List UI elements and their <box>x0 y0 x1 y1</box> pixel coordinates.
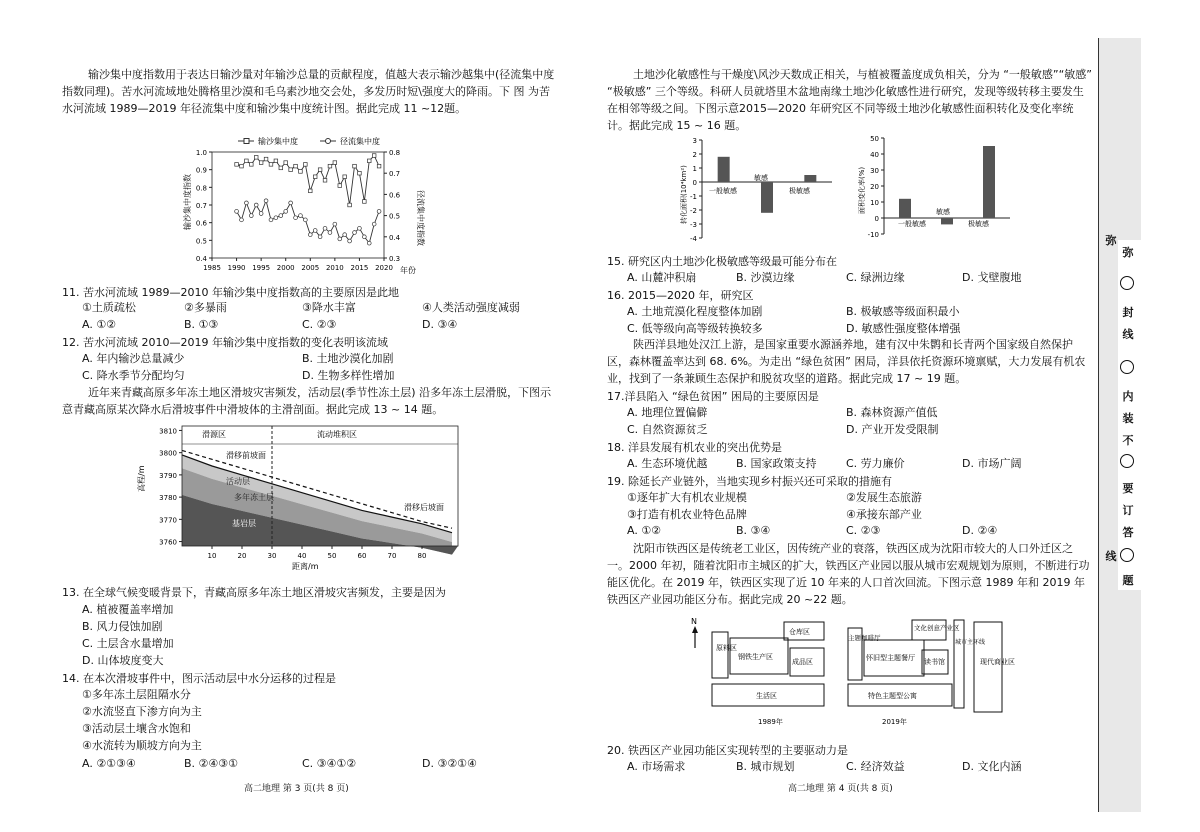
y-tick-label: -1 <box>690 193 697 201</box>
y-tick-label: 3 <box>692 137 697 145</box>
q13-option-d[interactable]: D. 山体坡度变大 <box>82 654 164 667</box>
y-tick-label: 3800 <box>159 449 177 458</box>
chart1-ylabel-right: 径流集中度指数 <box>416 190 425 246</box>
bar-0 <box>899 199 911 218</box>
sediment-point <box>274 159 278 163</box>
q14-item-2: ②水流竖直下渗方向为主 <box>82 705 202 718</box>
intro-13-14: 近年来青藏高原多年冻土地区滑坡灾害频发，活动层(季节性冻土层) 沿多年冻土层滑脱，下图示意青藏高原某次降水后滑坡事件中滑坡体的主滑剖面。据此完成 13 ~ 14 题。 <box>62 386 552 416</box>
chart1-xunit: 年份 <box>400 266 416 275</box>
q14-item-3: ③活动层土壤含水饱和 <box>82 722 191 735</box>
sediment-point <box>363 200 367 204</box>
map-year-1989: 1989年 <box>758 718 783 726</box>
sediment-point <box>343 175 347 179</box>
x-tick-label: 80 <box>417 552 427 560</box>
y-tick-label: 0 <box>874 215 879 223</box>
bar-0 <box>718 157 730 182</box>
q15-option-d[interactable]: D. 戈壁腹地 <box>962 271 1022 284</box>
q18-option-c[interactable]: C. 劳力廉价 <box>846 457 905 470</box>
y-tick-label: 0.7 <box>195 202 207 210</box>
y-tick-label: 1.0 <box>195 149 207 157</box>
x-tick-label: 1990 <box>227 264 246 272</box>
y-tick-label: 50 <box>870 135 879 143</box>
series-line-0 <box>237 156 380 205</box>
sediment-point <box>377 164 381 168</box>
x-tick-label: 2000 <box>276 264 295 272</box>
chart1-frame <box>212 152 384 258</box>
q12-option-d[interactable]: D. 生物多样性增加 <box>302 369 395 382</box>
runoff-point <box>313 229 317 233</box>
y-tick-label: 2 <box>692 151 697 159</box>
y-tick-label: -4 <box>690 235 697 243</box>
x-tick-label: 20 <box>237 552 247 560</box>
map-steel: 钢铁生产区 <box>738 653 773 661</box>
x-tick-label: 2005 <box>301 264 320 272</box>
seal-char-3: 线 <box>1122 328 1134 341</box>
q16-stem: 16. 2015—2020 年，研究区 <box>607 289 754 302</box>
map-apartments: 特色主题型公寓 <box>868 692 917 700</box>
footer-right: 高二地理 第 4 页(共 8 页) <box>788 784 893 794</box>
map-cafe: 主题咖啡厅 <box>848 634 881 642</box>
q19-item-4: ④承接东部产业 <box>846 508 922 521</box>
runoff-point <box>333 222 337 226</box>
y-tick-label: 3790 <box>159 471 177 480</box>
q11-option-c[interactable]: C. ②③ <box>302 318 337 331</box>
q13-option-a[interactable]: A. 植被覆盖率增加 <box>82 603 174 616</box>
seal-circle-icon <box>1120 454 1134 468</box>
concentration-line-chart <box>178 130 428 280</box>
q17-option-b[interactable]: B. 森林资源产值低 <box>846 406 938 419</box>
chart4-cat1: 一般敏感 <box>898 220 926 228</box>
runoff-point <box>328 231 332 235</box>
q14-option-a[interactable]: A. ②①③④ <box>82 757 136 770</box>
sediment-point <box>264 157 268 161</box>
runoff-point <box>362 235 366 239</box>
q11-option-a[interactable]: A. ①② <box>82 318 117 331</box>
area-change-rate-bar-chart <box>854 132 1014 244</box>
runoff-point <box>372 222 376 226</box>
intro-15-16: 土地沙化敏感性与干燥度\风沙天数成正相关，与植被覆盖度成负相关，分为 “一般敏感”“敏感” “极敏感” 三个等级。科研人员就塔里木盆地南缘土地沙化敏感性进行研究，发现等级转移主要发生在相邻等级之间。下图示意2015—2020 年研究区不同等级土地沙化敏感性面积转化及变化率统计。据此完成 15 ~ 16 题。 <box>607 68 1092 132</box>
q16-option-b[interactable]: B. 极敏感等级面积最小 <box>846 305 960 318</box>
bar-2 <box>804 175 816 182</box>
q12-option-c[interactable]: C. 降水季节分配均匀 <box>82 369 185 382</box>
x-tick-label: 2010 <box>325 264 344 272</box>
sediment-point <box>333 161 337 165</box>
y-tick-label: 20 <box>870 183 879 191</box>
sediment-point <box>259 161 263 165</box>
intro-17-19: 陕西洋县地处汉江上游，是国家重要水源涵养地，建有汉中朱鹮和长青两个国家级自然保护区，森林覆盖率达到 68. 6%。为走出 “绿色贫困” 困局，洋县依托资源环境禀赋，大力发展有机农业，找到了一条兼顾生态保护和脱贫攻坚的道路。据此完成 17 ~ 19 题。 <box>607 338 1086 385</box>
map-year-2019: 2019年 <box>882 718 907 726</box>
q14-stem: 14. 在本次滑坡事件中，图示活动层中水分运移的过程是 <box>62 672 336 685</box>
label-before: 滑移前坡面 <box>226 451 266 460</box>
runoff-point <box>323 226 327 230</box>
q12-option-a[interactable]: A. 年内输沙总量减少 <box>82 352 185 365</box>
series-line-1 <box>237 201 380 243</box>
map-raw-material: 原料区 <box>716 644 737 652</box>
q16-option-c[interactable]: C. 低等级向高等级转换较多 <box>627 322 763 335</box>
q18-option-a[interactable]: A. 生态环境优越 <box>627 457 708 470</box>
q15-option-b[interactable]: B. 沙漠边缘 <box>736 271 795 284</box>
y-tick-label: 1 <box>692 165 697 173</box>
runoff-point <box>338 237 342 241</box>
sediment-point <box>367 159 371 163</box>
x-tick-label: 1985 <box>203 264 221 272</box>
q18-stem: 18. 洋县发展有机农业的突出优势是 <box>607 441 782 454</box>
y2-tick-label: 0.5 <box>389 212 401 221</box>
sediment-point <box>308 189 312 193</box>
bar-1 <box>941 218 953 224</box>
sediment-point <box>250 163 254 167</box>
north-arrow-label: N <box>691 617 697 626</box>
x-tick-label: 2020 <box>375 264 393 272</box>
q16-option-d[interactable]: D. 敏感性强度整体增强 <box>846 322 961 335</box>
runoff-point <box>279 214 283 218</box>
runoff-point <box>308 233 312 237</box>
y2-tick-label: 0.6 <box>389 191 401 200</box>
sediment-point <box>235 163 239 167</box>
q19-option-d[interactable]: D. ②④ <box>962 524 998 537</box>
q13-stem: 13. 在全球气候变暖背景下，青藏高原多年冻土地区滑坡灾害频发，主要是因为 <box>62 586 446 599</box>
seal-char-12: 线 <box>1105 550 1117 563</box>
y-tick-label: 3810 <box>159 427 177 436</box>
q20-option-a[interactable]: A. 市场需求 <box>627 760 686 773</box>
label-permafrost: 多年冻土层 <box>234 493 274 502</box>
q15-option-c[interactable]: C. 绿洲边缘 <box>846 271 905 284</box>
y-tick-label: 30 <box>870 167 879 175</box>
q18-option-b[interactable]: B. 国家政策支持 <box>736 457 817 470</box>
q16-option-a[interactable]: A. 土地荒漠化程度整体加剧 <box>627 305 763 318</box>
legend-sediment: 输沙集中度 <box>258 137 298 146</box>
runoff-point <box>358 226 362 230</box>
q19-item-1: ①逐年扩大有机农业规模 <box>627 491 747 504</box>
runoff-point <box>254 203 258 207</box>
sediment-point <box>279 166 283 170</box>
y-tick-label: 0.8 <box>195 184 207 193</box>
sediment-point <box>328 164 332 168</box>
sediment-point <box>269 163 273 167</box>
y2-tick-label: 0.7 <box>389 170 401 179</box>
seal-circle-icon <box>1120 276 1134 290</box>
q19-option-a[interactable]: A. ①② <box>627 524 662 537</box>
y-tick-label: -2 <box>690 207 697 215</box>
chart3-cat3: 极敏感 <box>789 187 810 195</box>
q19-item-2: ②发展生态旅游 <box>846 491 922 504</box>
map-restaurant: 怀旧型主题餐厅 <box>866 654 915 662</box>
q20-option-b[interactable]: B. 城市规划 <box>736 760 795 773</box>
q11-item-2: ②多暴雨 <box>184 301 227 314</box>
x-tick-label: 70 <box>387 552 397 560</box>
q18-option-d[interactable]: D. 市场广阔 <box>962 457 1022 470</box>
seal-char-1: 弥 <box>1122 246 1134 259</box>
y2-tick-label: 0.3 <box>389 255 401 263</box>
runoff-point <box>274 216 278 220</box>
transfer-area-bar-chart <box>676 136 836 246</box>
map-commercial: 现代商业区 <box>980 658 1015 666</box>
q19-item-3: ③打造有机农业特色品牌 <box>627 508 747 521</box>
q14-item-1: ①多年冻土层阻隔水分 <box>82 688 191 701</box>
label-active-layer: 活动层 <box>226 477 250 486</box>
y-tick-label: 3760 <box>159 538 177 547</box>
chart4-cat3: 极敏感 <box>968 220 989 228</box>
q20-stem: 20. 铁西区产业园功能区实现转型的主要驱动力是 <box>607 744 848 757</box>
runoff-point <box>294 216 298 220</box>
q11-option-d[interactable]: D. ③④ <box>422 318 458 331</box>
sediment-point <box>254 156 258 160</box>
sediment-point <box>289 168 293 172</box>
q20-option-c[interactable]: C. 经济效益 <box>846 760 905 773</box>
intro-11-12: 输沙集中度指数用于表达日输沙量对年输沙总量的贡献程度，值越大表示输沙越集中(径流集中度指数同理)。苦水河流域地处腾格里沙漠和毛乌素沙地交会处，多发历时短\强度大的降雨。下 图 为苦水河流域 1989—2019 年径流集中度和输沙集中度统计图。据此完成 11 ~12题。 <box>62 68 555 115</box>
sediment-point <box>353 164 357 168</box>
runoff-point <box>269 218 273 222</box>
y-tick-label: 10 <box>870 199 879 207</box>
bar-1 <box>761 182 773 213</box>
runoff-point <box>353 231 357 235</box>
sediment-point <box>240 164 244 168</box>
x-tick-label: 30 <box>267 552 277 560</box>
sediment-point <box>348 203 352 207</box>
y-tick-label: 40 <box>870 151 879 159</box>
runoff-point <box>377 209 381 213</box>
q12-stem: 12. 苦水河流域 2010—2019 年输沙集中度指数的变化表明该流域 <box>62 336 388 349</box>
y-tick-label: 0.4 <box>195 255 207 263</box>
seal-char-4: 内 <box>1122 390 1134 403</box>
x-tick-label: 2015 <box>350 264 369 272</box>
q19-stem: 19. 除延长产业链外，当地实现乡村振兴还可采取的措施有 <box>607 475 892 488</box>
y-tick-label: 0.9 <box>195 166 207 175</box>
q14-option-c[interactable]: C. ③④①② <box>302 757 357 770</box>
runoff-point <box>245 201 249 205</box>
runoff-point <box>348 239 352 243</box>
y-tick-label: 0 <box>692 179 697 187</box>
seal-char-10: 题 <box>1122 574 1134 587</box>
sediment-point <box>372 154 376 158</box>
chart3-ylabel: 转化面积(10⁴km²) <box>680 165 688 224</box>
seal-circle-icon <box>1120 548 1134 562</box>
q14-option-d[interactable]: D. ③②①④ <box>422 757 477 770</box>
runoff-point <box>240 218 244 222</box>
sediment-point <box>299 170 303 174</box>
seal-char-9: 答 <box>1122 526 1134 539</box>
seal-char-6: 不 <box>1122 434 1134 447</box>
y-tick-label: -3 <box>690 221 697 229</box>
map-living: 生活区 <box>756 692 777 700</box>
runoff-point <box>299 214 303 218</box>
zone-source: 滑源区 <box>202 430 226 439</box>
runoff-point <box>235 209 239 213</box>
q13-option-b[interactable]: B. 风力侵蚀加剧 <box>82 620 163 633</box>
q17-option-d[interactable]: D. 产业开发受限制 <box>846 423 939 436</box>
map-ring-road: 城市主环线 <box>955 639 986 646</box>
y-tick-label: 0.5 <box>195 237 207 246</box>
x-tick-label: 10 <box>207 552 217 560</box>
seal-char-7: 要 <box>1122 482 1134 495</box>
sediment-point <box>358 171 362 175</box>
chart2-plot <box>159 426 458 560</box>
runoff-point <box>259 212 263 216</box>
x-tick-label: 50 <box>327 552 337 560</box>
sediment-point <box>313 175 317 179</box>
seal-char-2: 封 <box>1122 306 1134 319</box>
map-creative: 文化创意产业区 <box>914 624 960 632</box>
q17-stem: 17.洋县陷入 “绿色贫困” 困局的主要原因是 <box>607 390 819 403</box>
map-warehouse: 仓库区 <box>789 628 810 636</box>
zone-flow: 流动堆积区 <box>317 430 357 439</box>
chart2-xlabel: 距离/m <box>292 562 319 571</box>
map-products: 成品区 <box>792 658 813 666</box>
chart1-plot <box>196 149 401 272</box>
bar-2 <box>983 146 995 218</box>
sediment-point <box>338 184 342 188</box>
seal-char-8: 订 <box>1122 504 1134 517</box>
label-after: 滑移后坡面 <box>404 503 444 512</box>
runoff-point <box>249 214 253 218</box>
q12-option-b[interactable]: B. 土地沙漠化加剧 <box>302 352 394 365</box>
q13-option-c[interactable]: C. 土层含水量增加 <box>82 637 174 650</box>
x-tick-label: 1995 <box>252 264 271 272</box>
tiexi-zone-map <box>688 614 1015 738</box>
q14-item-4: ④水流转为顺坡方向为主 <box>82 739 202 752</box>
y-tick-label: 0.6 <box>195 219 207 228</box>
chart4-ylabel: 面积变化率(%) <box>858 166 866 214</box>
sediment-point <box>304 163 308 167</box>
runoff-point <box>284 209 288 213</box>
q20-option-d[interactable]: D. 文化内涵 <box>962 760 1022 773</box>
landslide-profile-diagram <box>132 422 464 572</box>
footer-left: 高二地理 第 3 页(共 8 页) <box>244 784 349 794</box>
seal-char-11: 弥 <box>1105 234 1117 247</box>
sediment-point <box>245 159 249 163</box>
intro-20-22: 沈阳市铁西区是传统老工业区，因传统产业的衰落，铁西区成为沈阳市较大的人口外迁区之一。2000 年初，随着沈阳市主城区的扩大，铁西区产业园以服从城市宏观规划为原则，不断进行功能区优化。在 2019 年，铁西区实现了近 10 年来的人口首次回流。下图示意 1989 年和 2019 年铁西区产业园功能区分布。据此完成 20 ~22 题。 <box>607 542 1090 606</box>
sediment-point <box>323 178 327 182</box>
q11-item-4: ④人类活动强度减弱 <box>422 301 520 314</box>
sediment-point <box>318 168 322 172</box>
seal-circle-icon <box>1120 360 1134 374</box>
runoff-point <box>264 199 268 203</box>
runoff-point <box>303 218 307 222</box>
chart1-ylabel-left: 输沙集中度指数 <box>183 174 192 230</box>
q19-option-c[interactable]: C. ②③ <box>846 524 881 537</box>
q11-item-3: ③降水丰富 <box>302 301 356 314</box>
q19-option-b[interactable]: B. ③④ <box>736 524 771 537</box>
y2-tick-label: 0.4 <box>389 233 401 242</box>
sediment-point <box>284 161 288 165</box>
q11-item-1: ①土质疏松 <box>82 301 136 314</box>
x-tick-label: 40 <box>297 552 307 560</box>
chart3-cat1: 一般敏感 <box>709 187 737 195</box>
sediment-point <box>294 164 298 168</box>
runoff-point <box>367 241 371 245</box>
y-tick-label: 3770 <box>159 516 177 525</box>
q17-option-c[interactable]: C. 自然资源贫乏 <box>627 423 708 436</box>
runoff-point <box>318 235 322 239</box>
map-library: 读书馆 <box>924 658 945 666</box>
runoff-point <box>343 233 347 237</box>
label-bedrock: 基岩层 <box>232 519 256 528</box>
q11-stem: 11. 苦水河流域 1989—2010 年输沙集中度指数高的主要原因是此地 <box>62 286 399 299</box>
q15-option-a[interactable]: A. 山麓冲积扇 <box>627 271 697 284</box>
legend-runoff: 径流集中度 <box>340 137 380 146</box>
q11-option-b[interactable]: B. ①③ <box>184 318 219 331</box>
chart4-cat2: 敏感 <box>936 208 950 216</box>
chart2-ylabel: 高程/m <box>137 465 146 492</box>
y-tick-label: 3780 <box>159 494 177 503</box>
y2-tick-label: 0.8 <box>389 149 401 157</box>
y-tick-label: -10 <box>867 231 879 239</box>
q17-option-a[interactable]: A. 地理位置偏僻 <box>627 406 708 419</box>
q15-stem: 15. 研究区内土地沙化极敏感等级最可能分布在 <box>607 255 837 268</box>
seal-char-5: 装 <box>1122 412 1134 425</box>
chart3-cat2: 敏感 <box>754 174 768 182</box>
runoff-point <box>289 201 293 205</box>
x-tick-label: 60 <box>357 552 367 560</box>
q14-option-b[interactable]: B. ②④③① <box>184 757 238 770</box>
